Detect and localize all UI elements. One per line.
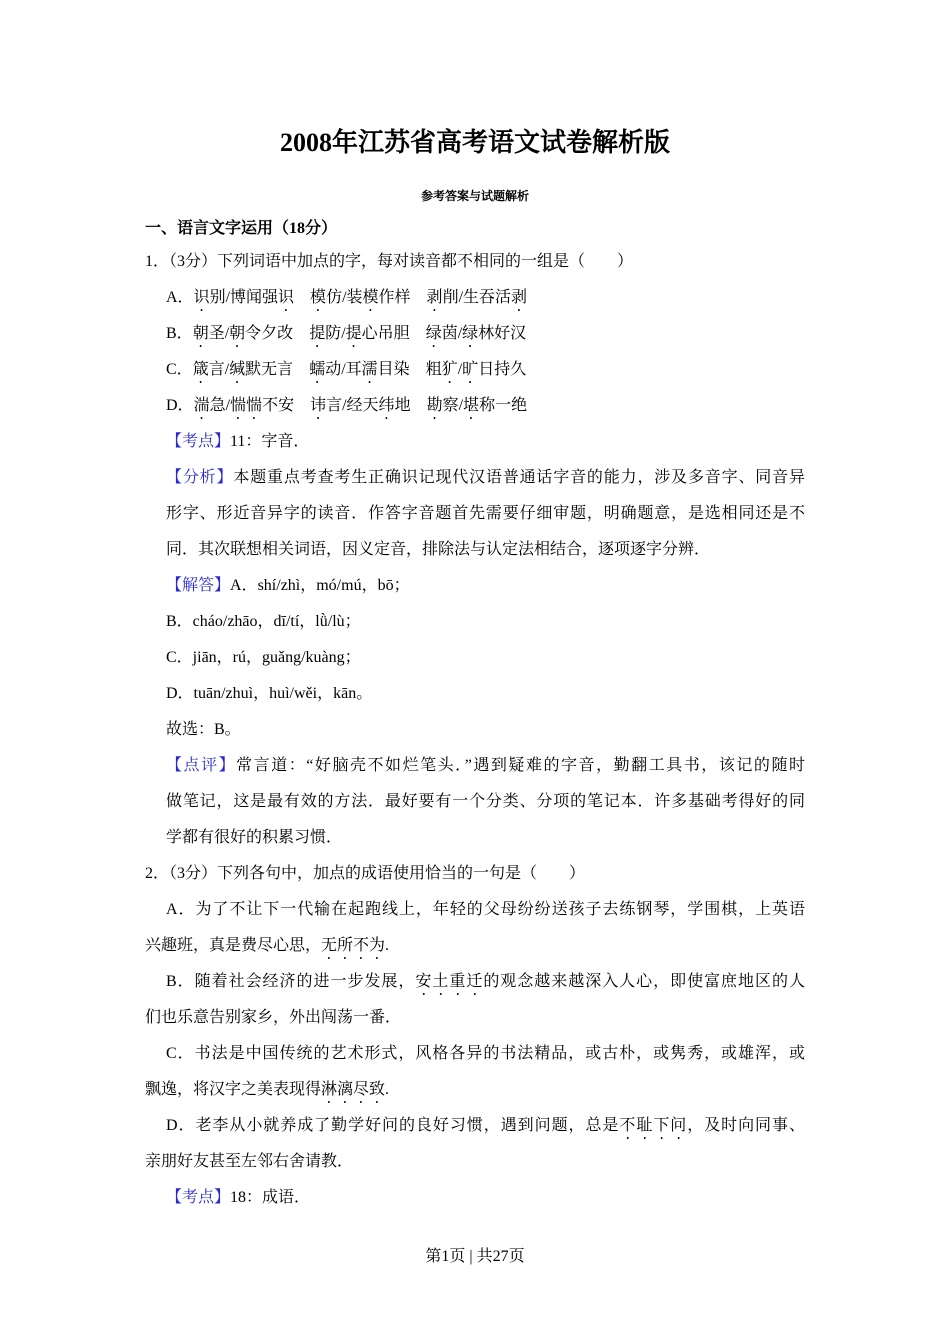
emphasized-text: 模	[310, 289, 327, 306]
text-segment: C．书法是中国传统的艺术形式，风格各异的书法精品，或古朴，或隽秀，或雄浑，或	[166, 1045, 805, 1062]
option-2c	[145, 1036, 805, 1072]
text-segment: 飘逸，将汉字之美表现得	[145, 1081, 322, 1098]
text-segment: C．jiān，rú，guǎng/kuàng；	[166, 649, 361, 666]
document-body	[145, 244, 805, 1216]
option-1c	[145, 352, 805, 388]
text-segment: 默无言	[245, 361, 294, 378]
text-segment: 学都有很好的积累习惯．	[166, 829, 343, 846]
text-segment: 18：成语．	[230, 1189, 311, 1206]
option-2b-cont	[145, 1000, 805, 1036]
text-segment: D．老李从小就养成了勤学好问的良好习惯，遇到问题，总是	[166, 1117, 620, 1134]
text-segment: 茵/	[441, 325, 463, 342]
text-segment: 言/经天	[326, 397, 379, 414]
option-1d	[145, 388, 805, 424]
answer-1-line	[145, 676, 805, 712]
emphasized-text: 识	[278, 289, 295, 306]
option-2d	[145, 1108, 805, 1144]
emphasized-text: 剥	[511, 289, 528, 306]
comment-1-line	[145, 820, 805, 856]
text-segment: 同．其次联想相关词语，因义定音，排除法与认定法相结合，逐项逐字分辨．	[166, 541, 711, 558]
text-segment: 做笔记，这是最有效的方法．最好要有一个分类、分项的笔记本．许多基础考得好的同	[166, 793, 805, 810]
emphasized-text: 模	[362, 289, 379, 306]
emphasized-text: 勘	[426, 397, 443, 414]
emphasized-text: 箴	[192, 361, 209, 378]
option-2c-cont	[145, 1072, 805, 1108]
emphasized-text: 湍	[193, 397, 210, 414]
emphasized-text: 旷	[462, 361, 479, 378]
emphasized-text: 惴	[230, 397, 247, 414]
emphasized-text: 绿	[462, 325, 479, 342]
option-2a-cont	[145, 928, 805, 964]
text-segment: 粗	[425, 361, 442, 378]
emphasized-text: 濡	[361, 361, 378, 378]
text-segment: 别/博闻强	[209, 289, 279, 306]
emphasized-text: 淋漓尽致	[321, 1081, 386, 1098]
analysis-1-line	[145, 496, 805, 532]
answer-1-line	[145, 604, 805, 640]
emphasized-text: 犷	[441, 361, 458, 378]
text-segment: 作样	[378, 289, 411, 306]
emphasized-text: 安土重迁	[415, 973, 484, 990]
text-segment: D．tuān/zhuì，huì/wěi，kān。	[166, 685, 373, 702]
text-segment: A．shí/zhì，mó/mú，bō；	[230, 577, 410, 594]
text-segment: 言/	[208, 361, 230, 378]
text-segment: B．cháo/zhāo，dī/tí，lǜ/lù；	[166, 613, 361, 630]
emphasized-text: 朝	[229, 325, 246, 342]
text-segment: 兴趣班，真是费尽心思，	[145, 937, 322, 954]
text-segment: A．	[166, 289, 194, 306]
option-1a	[145, 280, 805, 316]
question-1	[145, 244, 805, 280]
comment-1-line	[145, 748, 805, 784]
text-segment: .	[385, 937, 390, 954]
document-subtitle: 参考答案与试题解析	[420, 189, 529, 203]
option-1b	[145, 316, 805, 352]
text-segment: 本题重点考查考生正确识记现代汉语普通话字音的能力，涉及多音字、同音异	[233, 469, 805, 486]
text-segment: 心吊胆	[361, 325, 410, 342]
text-segment: 故选：B。	[166, 721, 241, 738]
text-segment: 令夕改	[245, 325, 294, 342]
answer-1-line	[145, 640, 805, 676]
analysis-1-line	[145, 532, 805, 568]
section-tag: 【点评】	[166, 757, 237, 774]
option-2d-cont	[145, 1144, 805, 1180]
text-segment: 削/生吞活	[442, 289, 512, 306]
comment-1-line	[145, 784, 805, 820]
page-footer: 第1页 | 共27页	[425, 1248, 525, 1265]
text-segment: /	[457, 361, 463, 378]
emphasized-text: 提	[309, 325, 326, 342]
emphasized-text: 不耻下问	[619, 1117, 688, 1134]
emphasized-text: 纬	[378, 397, 395, 414]
emphasized-text: 剥	[426, 289, 443, 306]
kaodian-1	[145, 424, 805, 460]
text-segment: 的观念越来越深入人心，即使富庶地区的人	[483, 973, 805, 990]
question-2	[145, 856, 805, 892]
emphasized-text: 绿	[425, 325, 442, 342]
kaodian-2	[145, 1180, 805, 1216]
text-segment: 察/	[442, 397, 464, 414]
text-segment: 不安	[262, 397, 295, 414]
section-tag: 【考点】	[166, 433, 231, 450]
text-segment: A．为了不让下一代输在起跑线上，年轻的父母纷纷送孩子去练钢琴，学围棋，上英语	[166, 901, 805, 918]
option-2b	[145, 964, 805, 1000]
text-segment: 1．（3分）下列词语中加点的字，每对读音都不相同的一组是（ ）	[145, 253, 634, 270]
section-heading: 一、语言文字运用（18分）	[145, 220, 338, 237]
emphasized-text: 提	[345, 325, 362, 342]
text-segment: 常言道：“好脑壳不如烂笔头．”遇到疑难的字音，勤翻工具书，该记的随时	[236, 757, 805, 774]
text-segment: 地	[394, 397, 411, 414]
text-segment: 仿/装	[326, 289, 363, 306]
text-segment: 亲朋好友甚至左邻右舍请教．	[145, 1153, 354, 1170]
emphasized-text: 蠕	[309, 361, 326, 378]
emphasized-text: 堪	[463, 397, 480, 414]
option-2a	[145, 892, 805, 928]
document-title: 2008年江苏省高考语文试卷解析版	[279, 128, 670, 157]
text-segment: 日持久	[478, 361, 527, 378]
answer-1-choice	[145, 712, 805, 748]
text-segment: 称一绝	[479, 397, 528, 414]
emphasized-text: 讳	[310, 397, 327, 414]
emphasized-text: 缄	[229, 361, 246, 378]
text-segment: B．随着社会经济的进一步发展，	[166, 973, 416, 990]
section-tag: 【解答】	[166, 577, 231, 594]
text-segment: D．	[166, 397, 194, 414]
text-segment: 动/耳	[325, 361, 362, 378]
text-segment: 们也乐意告别家乡，外出闯荡一番．	[145, 1009, 402, 1026]
text-segment: 2．（3分）下列各句中，加点的成语使用恰当的一句是（ ）	[145, 865, 586, 882]
text-segment: C．	[166, 361, 193, 378]
emphasized-text: 识	[193, 289, 210, 306]
text-segment: 形字、形近音异字的读音．作答字音题首先需要仔细审题，明确题意，是选相同还是不	[166, 505, 805, 522]
text-segment: 11：字音．	[230, 433, 310, 450]
section-tag: 【分析】	[166, 469, 234, 486]
section-tag: 【考点】	[166, 1189, 231, 1206]
text-segment: 目染	[377, 361, 410, 378]
analysis-1-line	[145, 460, 805, 496]
text-segment: 圣/	[208, 325, 230, 342]
text-segment: 防/	[325, 325, 346, 342]
answer-1-line	[145, 568, 805, 604]
text-segment: ，及时向同事、	[687, 1117, 805, 1134]
text-segment: 林好汉	[478, 325, 527, 342]
text-segment: 急/	[209, 397, 231, 414]
text-segment: .	[385, 1081, 390, 1098]
emphasized-text: 惴	[246, 397, 263, 414]
text-segment: B．	[166, 325, 193, 342]
emphasized-text: 无所不为	[321, 937, 386, 954]
emphasized-text: 朝	[192, 325, 209, 342]
